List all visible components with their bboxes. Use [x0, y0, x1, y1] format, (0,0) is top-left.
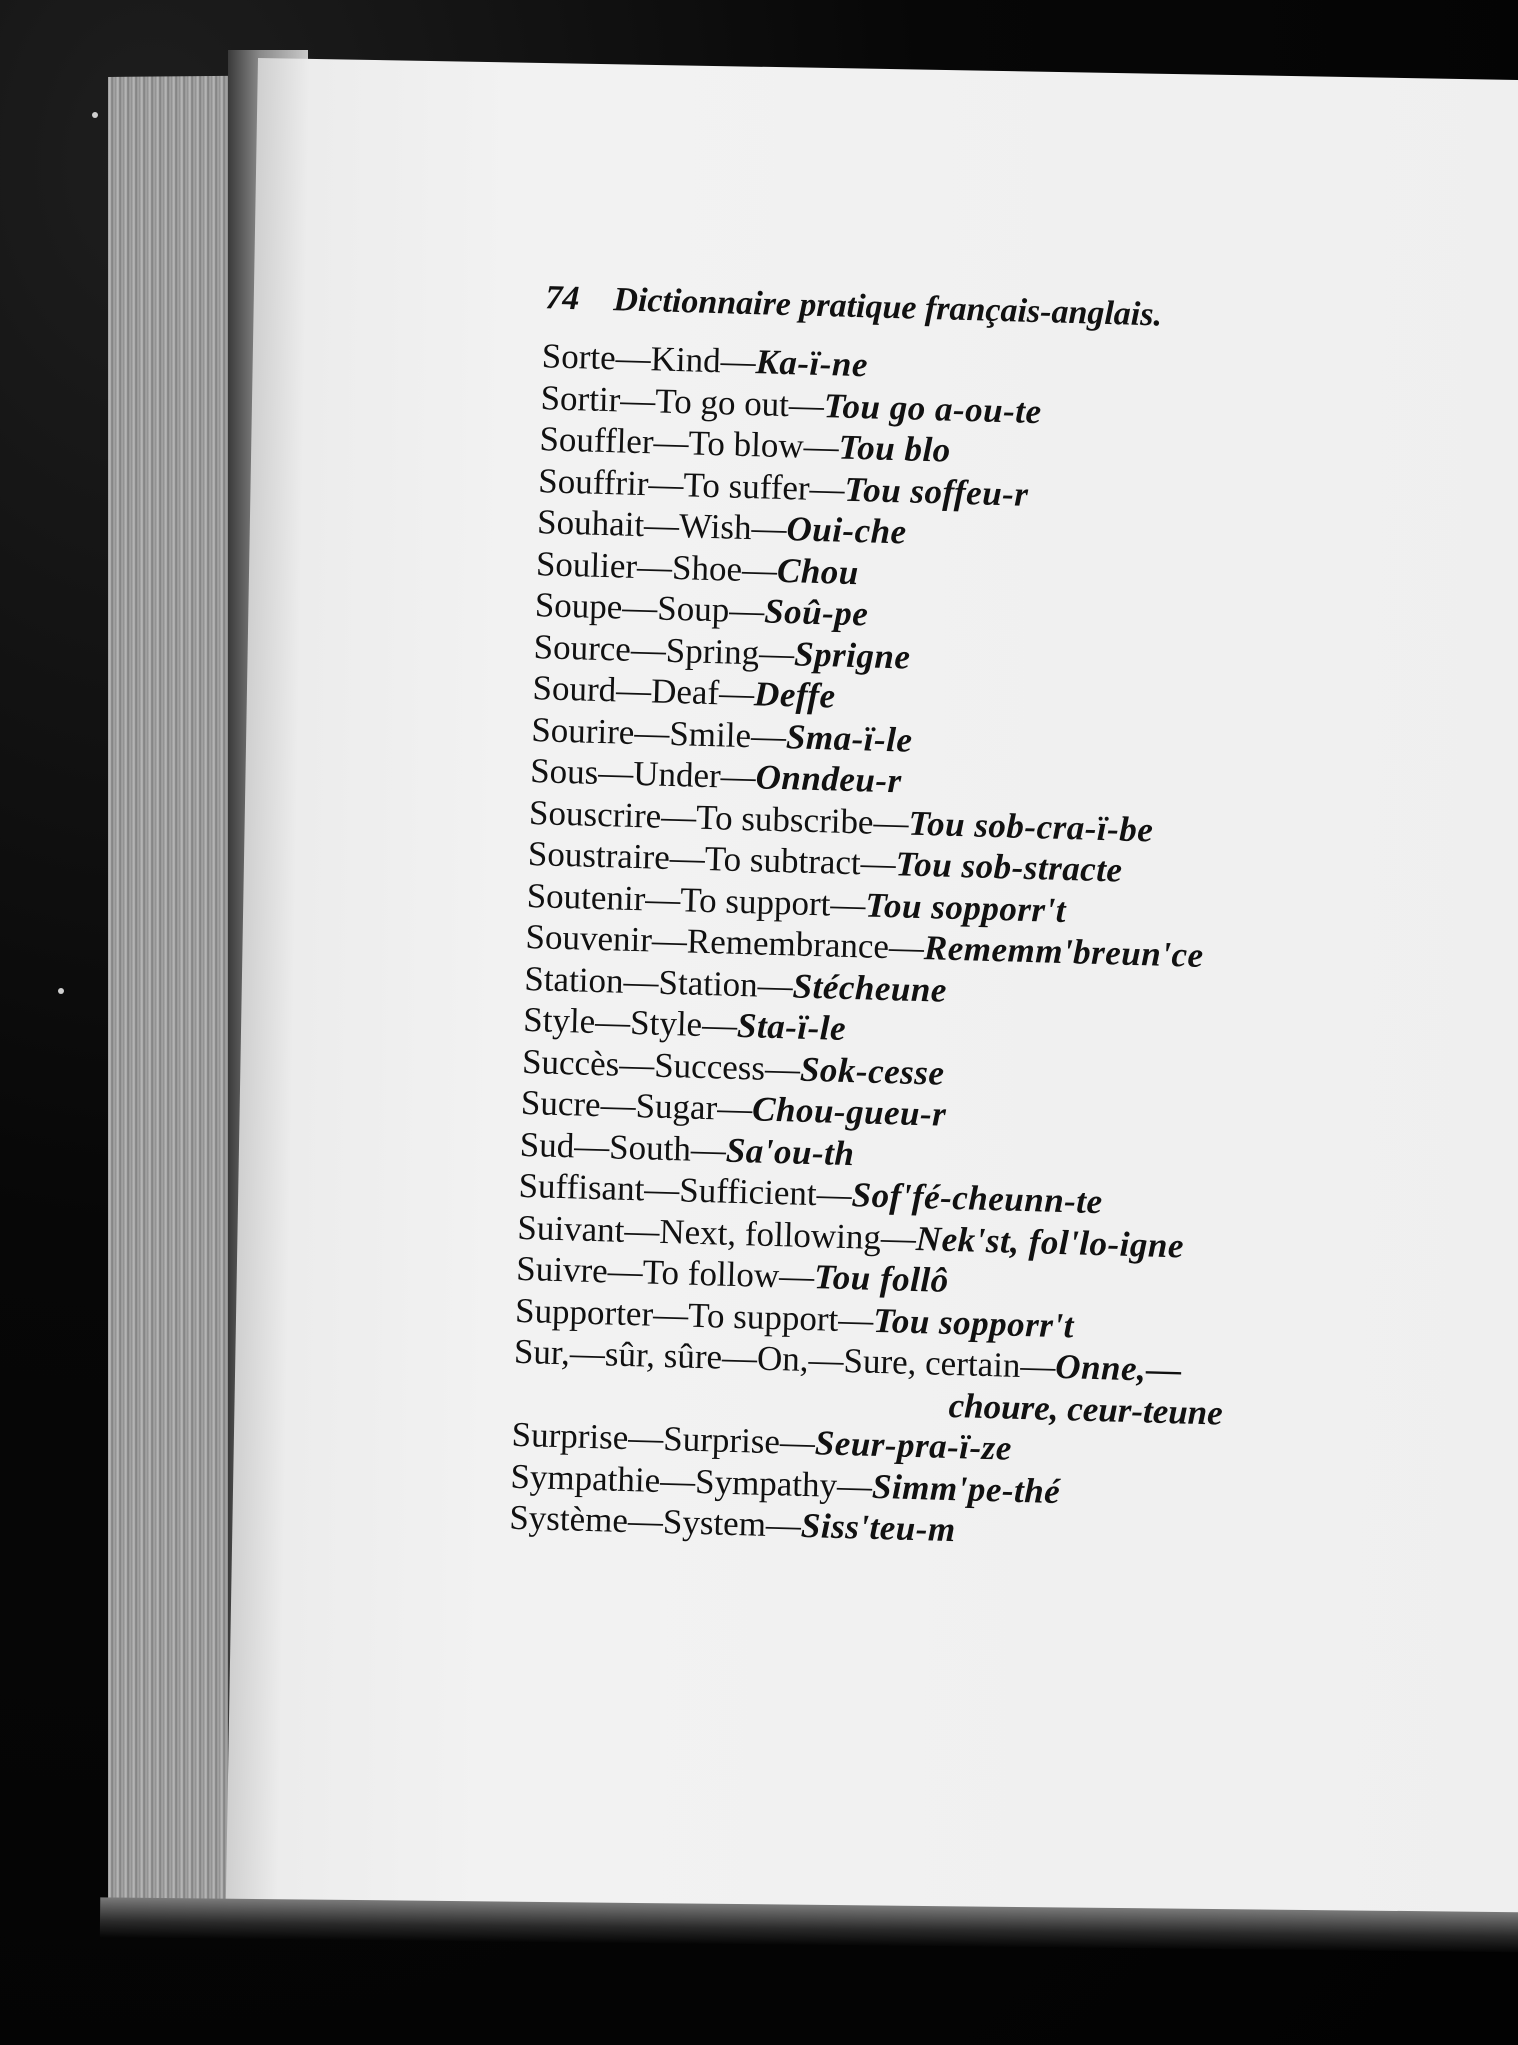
entry-dash: — [873, 802, 910, 843]
entry-dash: — [636, 546, 673, 587]
entry-english: Soup [656, 588, 730, 630]
entry-dash: — [623, 961, 660, 1002]
entry-pronunciation: Seur-pra-ï-ze [814, 1423, 1013, 1468]
entry-french: Souscrire [528, 792, 662, 836]
entry-english: Deaf [650, 671, 720, 713]
entry-english: To blow [687, 423, 805, 466]
entry-dash: — [690, 1129, 727, 1170]
entry-english: Sympathy [694, 1461, 838, 1505]
entry-french: Soutenir [526, 875, 646, 918]
entry-dash: — [597, 752, 634, 793]
entry-pronunciation: Rememm'breun'ce [923, 928, 1205, 975]
entry-dash: — [647, 463, 685, 504]
entry-english: System [662, 1502, 767, 1544]
entry-english: Station [658, 962, 759, 1004]
entry-english: Spring [665, 630, 760, 672]
dust-speck [92, 112, 98, 118]
entry-english: Sugar [635, 1086, 718, 1128]
entry-french: Soupe [534, 585, 623, 627]
entry-french: Souhait [536, 502, 645, 545]
entry-english: To go out [654, 380, 790, 424]
entry-dash: — [594, 1001, 631, 1042]
entry-pronunciation: Stécheune [792, 965, 948, 1010]
entry-french: Surprise [511, 1414, 629, 1458]
entry-english: Success [653, 1045, 766, 1088]
entry-dash: — [669, 837, 706, 878]
entry-dash: — [615, 670, 652, 711]
entry-french: Soulier [535, 543, 638, 586]
entry-pronunciation: Chou [776, 550, 860, 592]
entry-dash: — [716, 1088, 753, 1129]
entry-english: On,—Sure, certain [756, 1338, 1021, 1385]
entry-pronunciation: Tou soffeu-r [844, 469, 1030, 514]
entry-french: Sucre [520, 1082, 602, 1125]
entry-french: Souffrir [537, 460, 650, 503]
entry-dash: — [720, 756, 757, 797]
entry-english: Sufficient [678, 1170, 818, 1214]
entry-english: Smile [668, 713, 752, 755]
entry-dash: — [757, 964, 794, 1005]
entry-pronunciation: Oui-che [786, 509, 908, 552]
entry-dash: — [623, 1210, 660, 1251]
entry-dash: — [778, 1256, 815, 1297]
entry-french: Suivant [516, 1207, 625, 1250]
entry-english: To subtract [704, 838, 862, 883]
entry-french: Sous [529, 751, 599, 792]
entry-dash: — [860, 843, 897, 884]
entry-english: To suffer [682, 464, 811, 508]
entry-dash: — [816, 1174, 853, 1215]
entry-dash: — [643, 1169, 680, 1210]
entry-dash: — [751, 508, 788, 549]
entry-french: Sympathie [510, 1456, 661, 1500]
entry-pronunciation: Deffe [753, 674, 837, 716]
entry-pronunciation: Onndeu-r [755, 757, 903, 801]
entry-pronunciation: Soû-pe [763, 591, 869, 634]
entry-dash: — [627, 1501, 664, 1542]
entry-pronunciation: Chou-gueu-r [751, 1089, 947, 1134]
dictionary-entries [469, 334, 1278, 1393]
entry-french: Sur,—sûr, sûre [513, 1331, 723, 1377]
entry-dash: — [627, 1418, 664, 1459]
entry-french: Station [523, 958, 625, 1001]
entry-french: Succès [521, 1041, 620, 1084]
entry-dash: — [888, 927, 925, 968]
entry-dash: — [809, 468, 846, 509]
entry-pronunciation: Tou go a-ou-te [823, 385, 1043, 431]
entry-dash: — [728, 590, 765, 631]
entry-dash: — [618, 1044, 655, 1085]
entry-dash: — [750, 715, 787, 756]
entry-pronunciation: Tou sob-stracte [895, 844, 1124, 890]
entry-french: Souffler [538, 419, 655, 462]
entry-pronunciation: Siss'teu-m [800, 1505, 957, 1550]
entry-pronunciation: Tou sopporr't [864, 884, 1067, 930]
entry-pronunciation: Tou sob-cra-ï-be [908, 803, 1154, 849]
entry-pronunciation: Tou blo [838, 427, 952, 470]
entry-dash: — [621, 587, 658, 628]
entry-dash: — [880, 1217, 917, 1258]
entry-english: Kind [650, 339, 722, 381]
entry-dash: — [607, 1251, 644, 1292]
entry-pronunciation: Tou follô [813, 1257, 950, 1300]
entry-dash: — [837, 1299, 874, 1340]
entry-french: Style [522, 999, 596, 1041]
entry-french: Sorte [541, 336, 617, 378]
entry-dash: — [643, 505, 680, 546]
page-title: Dictionnaire pratique français-anglais. [612, 281, 1163, 334]
entry-dash: — [721, 1337, 758, 1378]
entry-dash: — [836, 1465, 873, 1506]
entry-pronunciation: Nek'st, fol'lo-igne [915, 1218, 1185, 1265]
entry-french: Source [533, 626, 632, 669]
dust-speck [58, 988, 64, 994]
entry-dash: — [615, 338, 652, 379]
entry-dash: — [718, 673, 755, 714]
entry-dash: — [651, 920, 688, 961]
entry-pronunciation: Ka-ï-ne [755, 342, 869, 385]
entry-english: Remembrance [686, 921, 890, 967]
entry-french: Suivre [515, 1248, 609, 1291]
entry-english: Style [629, 1002, 703, 1044]
entry-dash: — [659, 1460, 696, 1501]
entry-dash: — [600, 1085, 637, 1126]
entry-pronunciation: Sprigne [793, 633, 912, 677]
entry-dash: — [720, 341, 757, 382]
entry-dash: — [701, 1004, 738, 1045]
entry-dash: — [758, 632, 795, 673]
entry-dash: — [829, 883, 866, 924]
entry-french: Sortir [540, 377, 621, 419]
entry-dash: — [653, 422, 690, 463]
entry-pronunciation: Sma-ï-le [785, 716, 914, 760]
entry-dash: — [741, 549, 778, 590]
entry-english: To support [679, 879, 832, 923]
entry-english: To subscribe [695, 797, 875, 842]
entry-french: Sourd [532, 668, 617, 710]
entry-pronunciation: Sa'ou-th [725, 1130, 855, 1173]
entry-dash: — [1019, 1345, 1056, 1386]
entry-english: Next, following [658, 1211, 882, 1257]
entry-pronunciation: Sof'fé-cheunn-te [851, 1175, 1104, 1222]
entry-dash: — [652, 1294, 689, 1335]
entry-english: Surprise [662, 1419, 781, 1462]
entry-french: Souvenir [525, 916, 653, 960]
entry-french: Supporter [514, 1290, 654, 1334]
entry-english: To support [687, 1295, 839, 1339]
entry-dash: — [764, 1048, 801, 1089]
entry-english: Under [632, 753, 722, 796]
entry-english: To follow [642, 1252, 780, 1296]
entry-english: Wish [678, 506, 753, 548]
entry-pronunciation: Simm'pe-thé [871, 1466, 1061, 1511]
entry-dash: — [573, 1125, 610, 1166]
entry-continuation: choure, ceur-teune [948, 1385, 1224, 1433]
entry-french: Soustraire [527, 834, 671, 877]
entry-dash: — [779, 1422, 816, 1463]
entry-pronunciation: Sok-cesse [799, 1049, 946, 1093]
entry-dash: — [644, 878, 681, 919]
entry-pronunciation: Tou sopporr't [872, 1300, 1075, 1345]
entry-dash: — [765, 1504, 802, 1545]
entry-pronunciation: Onne,— [1054, 1346, 1183, 1390]
entry-pronunciation: Sta-ï-le [736, 1005, 847, 1048]
entry-dash: — [788, 384, 825, 425]
page-number: 74 [544, 279, 580, 318]
entry-english: Shoe [671, 547, 743, 589]
entry-dash: — [633, 712, 670, 753]
dictionary-entries-after [465, 1413, 1248, 1559]
entry-dash: — [630, 629, 667, 670]
entry-french: Système [508, 1497, 629, 1541]
entry-dash: — [803, 426, 840, 467]
entry-dash: — [660, 796, 697, 837]
entry-dash: — [619, 379, 656, 420]
entry-french: Sourire [530, 709, 635, 752]
entry-french: Sud [519, 1124, 575, 1165]
entry-french: Suffisant [518, 1165, 645, 1209]
entry-english: South [608, 1126, 692, 1169]
page-content [465, 278, 1280, 1559]
